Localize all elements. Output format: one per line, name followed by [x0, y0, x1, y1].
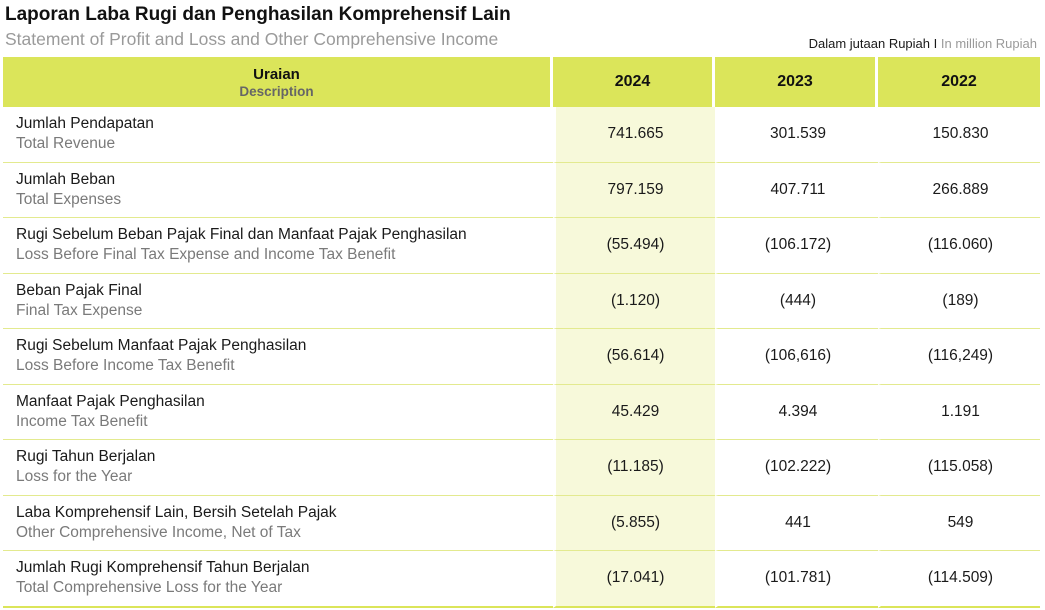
table-row: [3, 496, 1040, 552]
row-label-id: Jumlah Rugi Komprehensif Tahun Berjalan: [16, 559, 310, 577]
row-description: [3, 551, 553, 608]
unit-note: [809, 36, 1037, 51]
value-cell-2024: 45.429: [553, 385, 715, 441]
row-label-en: Loss Before Final Tax Expense and Income Tax Benefit: [16, 246, 396, 264]
table-row: [3, 385, 1040, 441]
value-cell-2022: (116,249): [878, 329, 1040, 385]
value-cell-2024: (11.185): [553, 440, 715, 496]
column-header-year: 2023: [777, 73, 813, 90]
value-cell-2024: (56.614): [553, 329, 715, 385]
value-cell-2023: 301.539: [715, 107, 878, 163]
value-cell-2022: 150.830: [878, 107, 1040, 163]
value-cell-2022: (114.509): [878, 551, 1040, 608]
value-cell-2023: (102.222): [715, 440, 878, 496]
column-header-2023: [715, 57, 878, 107]
row-description: [3, 107, 553, 163]
row-label-id: Rugi Tahun Berjalan: [16, 448, 156, 466]
row-label-en: Loss for the Year: [16, 468, 133, 486]
value-cell-2023: 4.394: [715, 385, 878, 441]
row-label-id: Jumlah Beban: [16, 170, 116, 188]
value-cell-2023: (106.172): [715, 218, 878, 274]
row-label-en: Total Comprehensive Loss for the Year: [16, 579, 283, 597]
row-label-id: Beban Pajak Final: [16, 281, 142, 299]
report-subtitle: Statement of Profit and Loss and Other Comprehensive Income: [5, 29, 499, 49]
value-cell-2023: (106,616): [715, 329, 878, 385]
table-row: [3, 218, 1040, 274]
table-header-row: [3, 57, 1040, 107]
table-row: [3, 551, 1040, 608]
value-cell-2023: 407.711: [715, 163, 878, 219]
value-cell-2023: (444): [715, 274, 878, 330]
unit-note-separator: I: [933, 36, 938, 51]
row-description: [3, 163, 553, 219]
row-label-en: Loss Before Income Tax Benefit: [16, 357, 235, 375]
value-cell-2024: 741.665: [553, 107, 715, 163]
value-cell-2023: (101.781): [715, 551, 878, 608]
unit-note-id: Dalam jutaan Rupiah: [808, 36, 931, 51]
table-row: [3, 329, 1040, 385]
column-header-description-en: Description: [239, 83, 314, 99]
unit-note-en: In million Rupiah: [940, 36, 1037, 51]
report-title: Laporan Laba Rugi dan Penghasilan Komprehensif Lain: [5, 4, 511, 25]
value-cell-2022: 266.889: [878, 163, 1040, 219]
value-cell-2024: (17.041): [553, 551, 715, 608]
value-cell-2022: 549: [878, 496, 1040, 552]
value-cell-2022: 1.191: [878, 385, 1040, 441]
row-label-en: Other Comprehensive Income, Net of Tax: [16, 523, 301, 541]
row-description: [3, 274, 553, 330]
row-description: [3, 440, 553, 496]
value-cell-2024: 797.159: [553, 163, 715, 219]
row-label-id: Jumlah Pendapatan: [16, 115, 154, 133]
value-cell-2024: (5.855): [553, 496, 715, 552]
column-header-2024: [553, 57, 715, 107]
row-label-id: Rugi Sebelum Manfaat Pajak Penghasilan: [16, 337, 307, 355]
table-row: [3, 440, 1040, 496]
row-label-en: Final Tax Expense: [16, 301, 143, 319]
table-row: [3, 107, 1040, 163]
row-description: [3, 218, 553, 274]
financial-table: [3, 57, 1040, 608]
column-header-year: 2022: [941, 73, 977, 90]
column-header-year: 2024: [614, 73, 651, 90]
value-cell-2022: (116.060): [878, 218, 1040, 274]
value-cell-2022: (115.058): [878, 440, 1040, 496]
table-row: [3, 274, 1040, 330]
column-header-description: [3, 57, 553, 107]
value-cell-2024: (55.494): [553, 218, 715, 274]
row-description: [3, 329, 553, 385]
value-cell-2024: (1.120): [553, 274, 715, 330]
column-header-2022: [878, 57, 1040, 107]
row-label-id: Laba Komprehensif Lain, Bersih Setelah Pajak: [16, 503, 337, 521]
row-label-en: Income Tax Benefit: [16, 412, 148, 430]
row-label-id: Manfaat Pajak Penghasilan: [16, 392, 205, 410]
row-label-id: Rugi Sebelum Beban Pajak Final dan Manfaat Pajak Penghasilan: [16, 226, 467, 244]
row-label-en: Total Revenue: [16, 135, 116, 153]
table-row: [3, 163, 1040, 219]
row-description: [3, 385, 553, 441]
value-cell-2022: (189): [878, 274, 1040, 330]
column-header-description-id: Uraian: [253, 65, 300, 83]
row-description: [3, 496, 553, 552]
value-cell-2023: 441: [715, 496, 878, 552]
row-label-en: Total Expenses: [16, 190, 122, 208]
